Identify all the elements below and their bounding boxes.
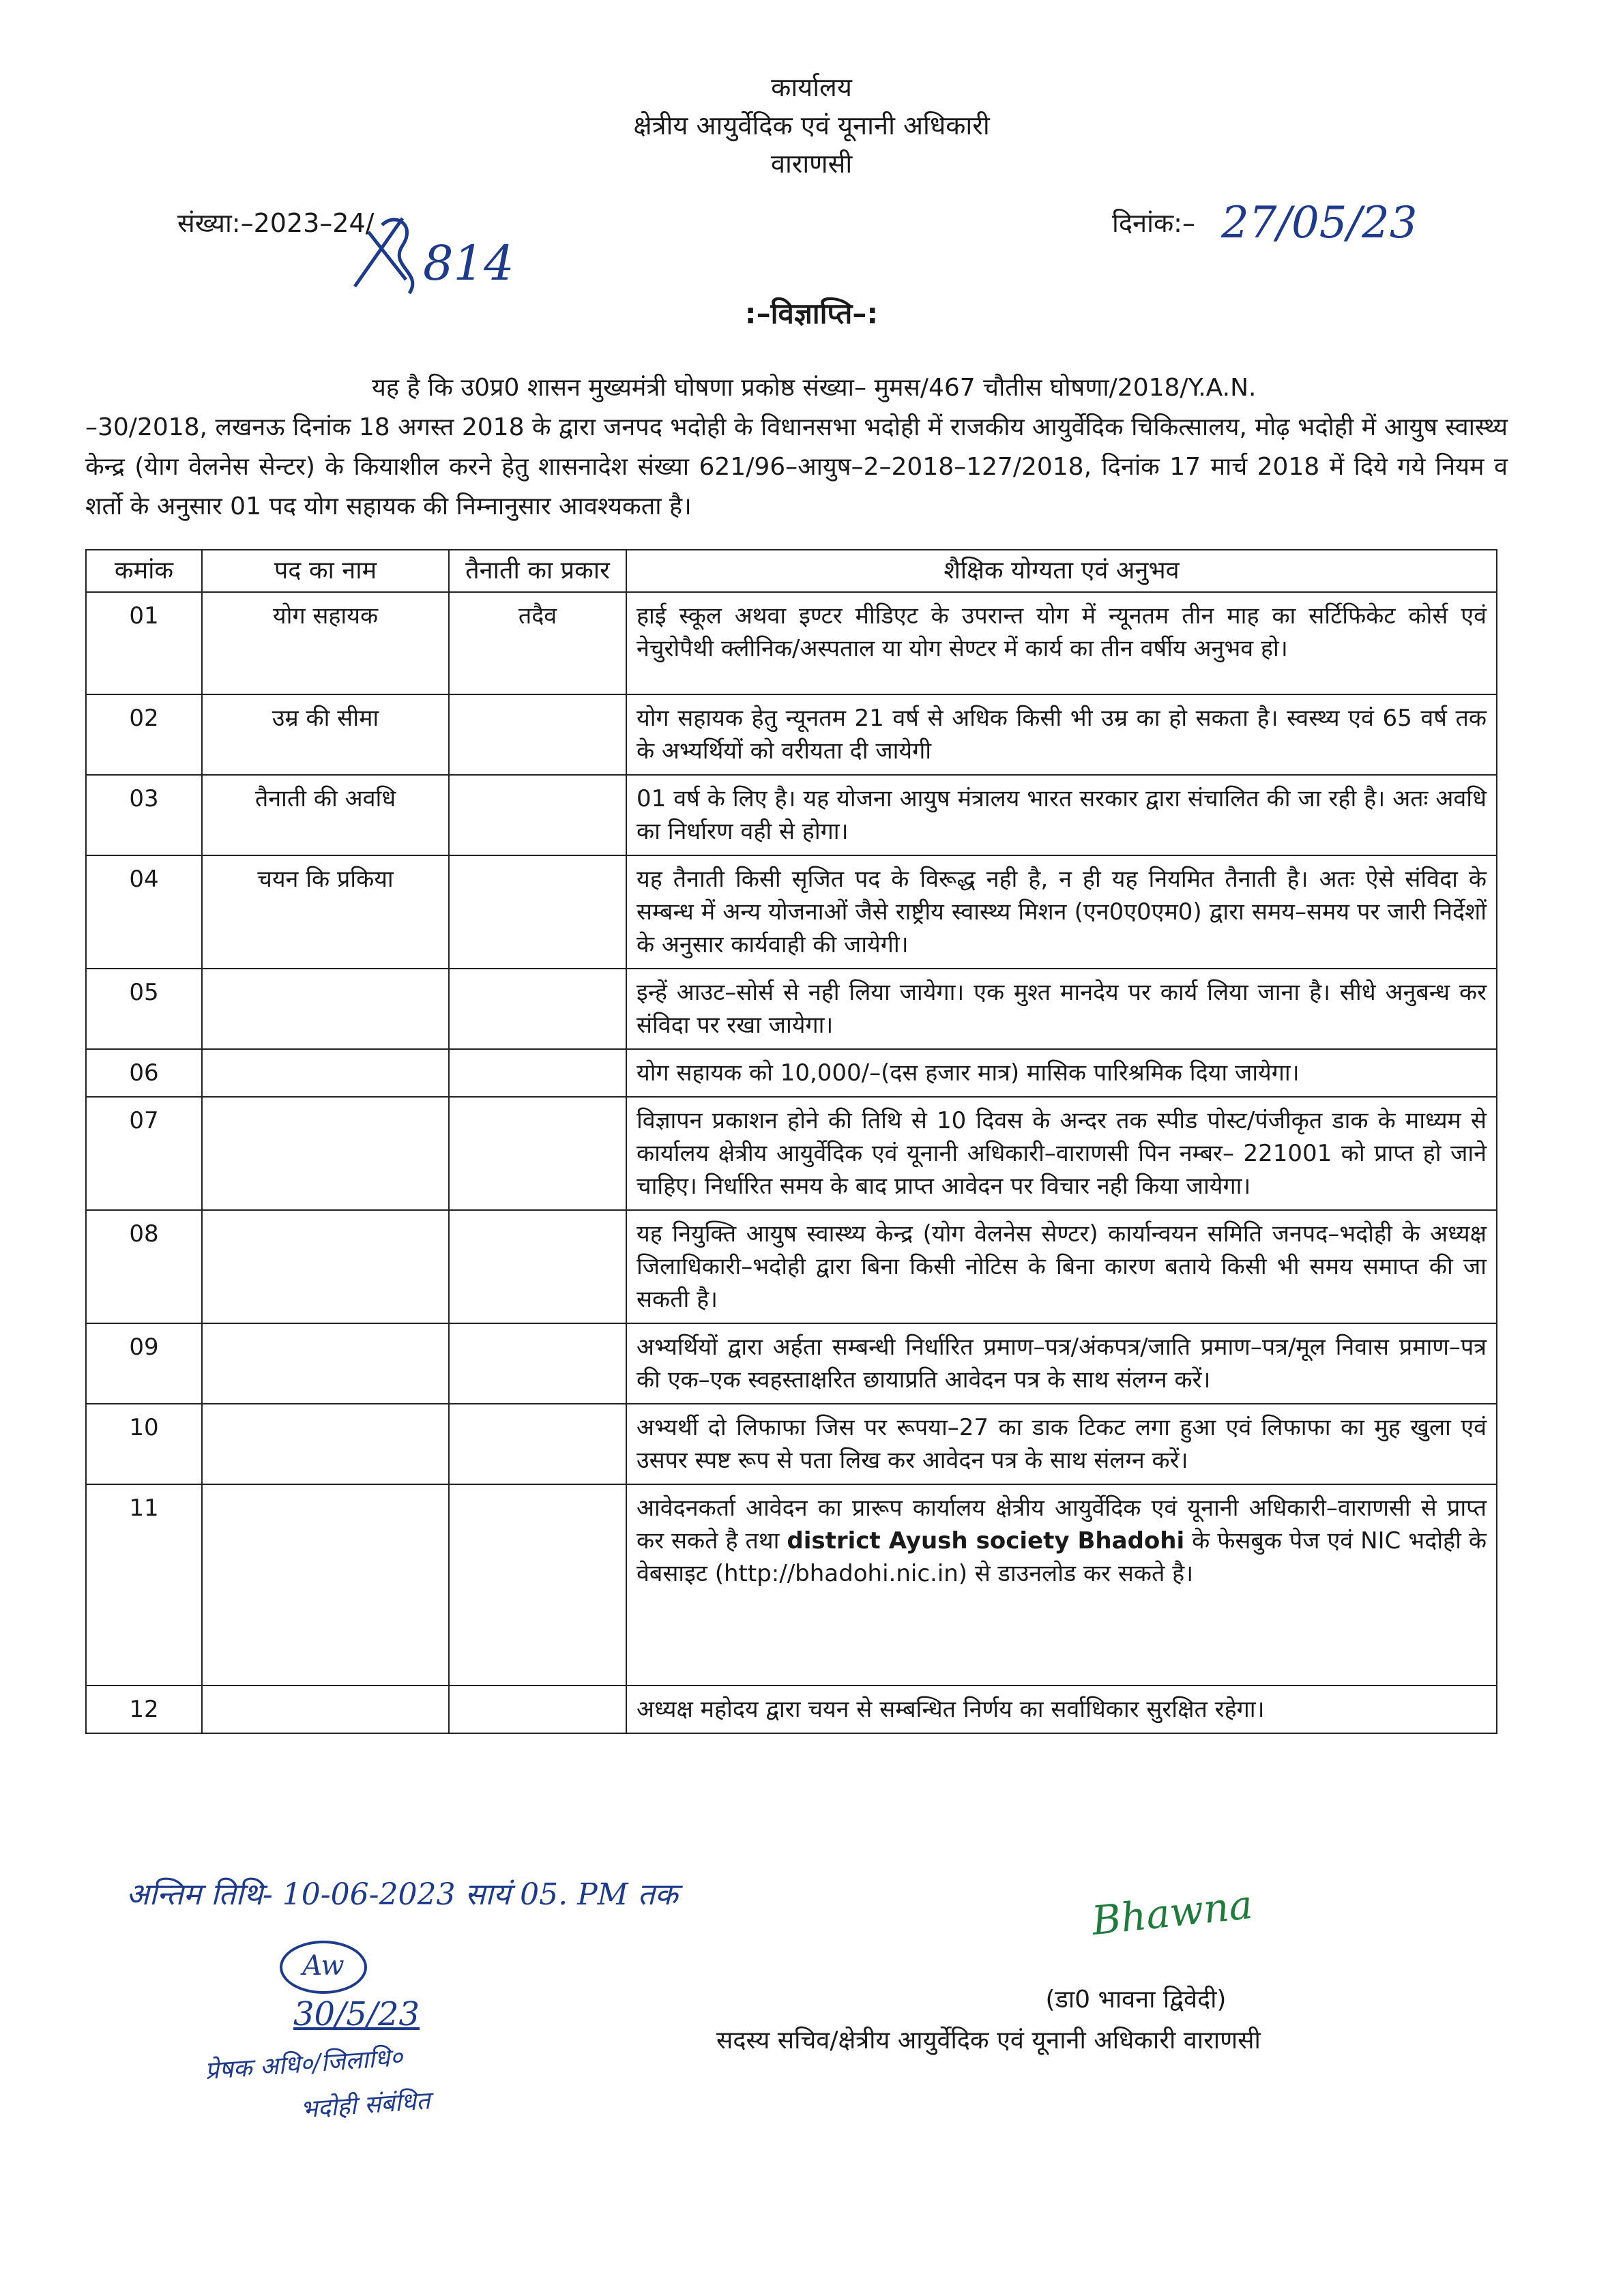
requirements-table — [85, 549, 1497, 1734]
cell-serial: 06 — [86, 1049, 202, 1097]
cell-serial: 12 — [86, 1686, 202, 1733]
cell-post: योग सहायक — [202, 592, 449, 694]
table-row — [86, 1404, 1497, 1484]
date-label: दिनांक:– — [1112, 208, 1195, 238]
cell-post — [202, 969, 449, 1049]
cell-type — [449, 855, 626, 969]
cell-type — [449, 1049, 626, 1097]
notice-title: :–विज्ञाप्ति–: — [744, 297, 879, 330]
cell-qualification: अभ्यर्थी दो लिफाफा जिस पर रूपया–27 का डाक टिकट लगा हुआ एवं लिफाफा का मुह खुला एवं उसपर स्पष्ट रूप से पता लिख कर आवेदन पत्र के साथ संलग्न करें। — [626, 1404, 1497, 1484]
cell-serial: 11 — [86, 1484, 202, 1686]
cell-type — [449, 1404, 626, 1484]
handwritten-note-date: 30/5/23 — [293, 1995, 420, 2033]
cell-post — [202, 1210, 449, 1323]
cell-qualification: योग सहायक हेतु न्यूनतम 21 वर्ष से अधिक किसी भी उम्र का हो सकता है। स्वस्थ्य एवं 65 वर्ष तक के अभ्यर्थियों को वरीयता दी जायेगी — [626, 694, 1497, 775]
cell-post — [202, 1484, 449, 1686]
handwritten-initials-text: Aw — [302, 1950, 345, 1982]
cell-qualification: अभ्यर्थियों द्वारा अर्हता सम्बन्धी निर्धारित प्रमाण–पत्र/अंकपत्र/जाति प्रमाण–पत्र/मूल निवास प्रमाण–पत्र की एक–एक स्वहस्ताक्षरित छायाप्रति आवेदन पत्र के साथ संलग्न करें। — [626, 1323, 1497, 1404]
handwritten-note-line-1: प्रेषक अधि०/जिलाधि० — [204, 2043, 404, 2086]
cell-post — [202, 1049, 449, 1097]
cell-qualification: यह तैनाती किसी सृजित पद के विरूद्ध नही है, न ही यह नियमित तैनाती है। अतः ऐसे संविदा के सम्बन्ध में अन्य योजनाओं जैसे राष्ट्रीय स्वास्थ्य मिशन (एन0ए0एम0) द्वारा समय–समय पर जारी निर्देशों के अनुसार कार्यवाही की जायेगी। — [626, 855, 1497, 969]
header-deployment-type: तैनाती का प्रकार — [449, 550, 626, 592]
table-row — [86, 694, 1497, 775]
cell-qualification: हाई स्कूल अथवा इण्टर मीडिएट के उपरान्त योग में न्यूनतम तीन माह का सर्टिफिकेट कोर्स एवं नेचुरोपैथी क्लीनिक/अस्पताल या योग सेण्टर में कार्य का तीन वर्षीय अनुभव हो। — [626, 592, 1497, 694]
handwritten-last-date: अन्तिम तिथि- 10-06-2023 सायं 05. PM तक — [126, 1877, 678, 1912]
header-department: क्षेत्रीय आयुर्वेदिक एवं यूनानी अधिकारी — [633, 111, 990, 141]
cell-qualification — [626, 1484, 1497, 1686]
cell-post — [202, 1323, 449, 1404]
cell-type — [449, 1323, 626, 1404]
cell-post — [202, 1097, 449, 1210]
cell-qualification: अध्यक्ष महोदय द्वारा चयन से सम्बन्धित निर्णय का सर्वाधिकार सुरक्षित रहेगा। — [626, 1686, 1497, 1733]
cell-qualification: योग सहायक को 10,000/–(दस हजार मात्र) मासिक पारिश्रमिक दिया जायेगा। — [626, 1049, 1497, 1097]
cell-serial: 03 — [86, 775, 202, 855]
qual-text-part: के फेसबुक पेज एवं NIC भदोही के वेबसाइट (http://bhadohi.nic.in) से डाउनलोड कर सकते है। — [637, 1527, 1487, 1587]
header-serial: कमांक — [86, 550, 202, 592]
office-header — [0, 68, 1623, 183]
signatory-designation: सदस्य सचिव/क्षेत्रीय आयुर्वेदिक एवं यूनानी अधिकारी वाराणसी — [716, 2027, 1261, 2055]
table-row — [86, 1323, 1497, 1404]
table-row — [86, 1097, 1497, 1210]
cell-serial: 08 — [86, 1210, 202, 1323]
intro-body: –30/2018, लखनऊ दिनांक 18 अगस्त 2018 के द्वारा जनपद भदोही के विधानसभा भदोही में राजकीय आयुर्वेदिक चिकित्सालय, मोढ़ भदोही में आयुष स्वास्थ्य केन्द्र (येाग वेलनेस सेन्टर) के कियाशील करने हेतु शासनादेश संख्या 621/96–आयुष–2–2018–127/2018, दिनांक 17 मार्च 2018 में दिये गये नियम व शर्तो के अनुसार 01 पद योग सहायक की निम्नानुसार आवश्यकता है। — [85, 413, 1508, 520]
intro-paragraph — [85, 368, 1508, 527]
cell-post: चयन कि प्रकिया — [202, 855, 449, 969]
table-header-row — [86, 550, 1497, 592]
date-handwritten: 27/05/23 — [1221, 198, 1418, 248]
cell-serial: 01 — [86, 592, 202, 694]
intro-first-line: यह है कि उ0प्र0 शासन मुख्यमंत्री घोषणा प्रकोष्ठ संख्या– मुमस/467 चौतीस घोषणा/2018/Y.A.N. — [372, 374, 1257, 402]
signature-scribble: Bhawna — [1090, 1881, 1255, 1945]
cell-type — [449, 694, 626, 775]
qual-text-part: आवेदनकर्ता आवेदन का प्रारूप कार्यालय क्षेत्रीय आयुर्वेदिक एवं यूनानी अधिकारी–वाराणसी से प्राप्त कर सकते है तथा — [637, 1495, 1487, 1555]
header-city: वाराणसी — [770, 149, 853, 179]
table-row — [86, 855, 1497, 969]
header-office: कार्यालय — [771, 72, 852, 102]
table-row — [86, 592, 1497, 694]
signatory-name: (डा0 भावना द्विवेदी) — [1045, 1986, 1227, 2014]
cell-post — [202, 1686, 449, 1733]
cell-qualification: 01 वर्ष के लिए है। यह योजना आयुष मंत्रालय भारत सरकार द्वारा संचालित की जा रही है। अतः अवधि का निर्धारण वही से होगा। — [626, 775, 1497, 855]
table-row — [86, 1049, 1497, 1097]
cell-post — [202, 1404, 449, 1484]
cell-serial: 02 — [86, 694, 202, 775]
cell-serial: 05 — [86, 969, 202, 1049]
table-row — [86, 969, 1497, 1049]
cell-serial: 09 — [86, 1323, 202, 1404]
table-row — [86, 1484, 1497, 1686]
reference-number-label: संख्या:–2023–24/ — [177, 208, 375, 238]
cell-type — [449, 969, 626, 1049]
cell-type — [449, 1097, 626, 1210]
table-row — [86, 1686, 1497, 1733]
cell-type — [449, 1484, 626, 1686]
cell-serial: 04 — [86, 855, 202, 969]
cell-serial: 10 — [86, 1404, 202, 1484]
table-row — [86, 775, 1497, 855]
handwritten-note-line-2: भदोही संबंधित — [299, 2087, 431, 2124]
table-row — [86, 1210, 1497, 1323]
cell-type — [449, 1210, 626, 1323]
cell-type — [449, 1686, 626, 1733]
header-qualification: शैक्षिक योग्यता एवं अनुभव — [626, 550, 1497, 592]
cell-serial: 07 — [86, 1097, 202, 1210]
qual-society-name: district Ayush society Bhadohi — [787, 1527, 1185, 1555]
cell-type — [449, 775, 626, 855]
cell-post: उम्र की सीमा — [202, 694, 449, 775]
reference-handwritten-text: 814 — [423, 235, 514, 291]
cell-post: तैनाती की अवधि — [202, 775, 449, 855]
cell-qualification: इन्हें आउट–सोर्स से नही लिया जायेगा। एक मुश्त मानदेय पर कार्य लिया जाना है। सीधे अनुबन्ध कर संविदा पर रखा जायेगा। — [626, 969, 1497, 1049]
cell-qualification: विज्ञापन प्रकाशन होने की तिथि से 10 दिवस के अन्दर तक स्पीड पोस्ट/पंजीकृत डाक के माध्यम से कार्यालय क्षेत्रीय आयुर्वेदिक एवं यूनानी अधिकारी–वाराणसी पिन नम्बर– 221001 को प्राप्त हो जाने चाहिए। निर्धारित समय के बाद प्राप्त आवेदन पर विचार नही किया जायेगा। — [626, 1097, 1497, 1210]
cell-type: तदैव — [449, 592, 626, 694]
handwritten-initials — [280, 1941, 367, 1994]
header-post: पद का नाम — [202, 550, 449, 592]
cell-qualification: यह नियुक्ति आयुष स्वास्थ्य केन्द्र (योग वेलनेस सेण्टर) कार्यान्वयन समिति जनपद–भदोही के अध्यक्ष जिलाधिकारी–भदोही द्वारा बिना किसी नोटिस के बिना कारण बताये किसी भी समय समाप्त की जा सकती है। — [626, 1210, 1497, 1323]
reference-handwritten-number — [341, 205, 518, 307]
